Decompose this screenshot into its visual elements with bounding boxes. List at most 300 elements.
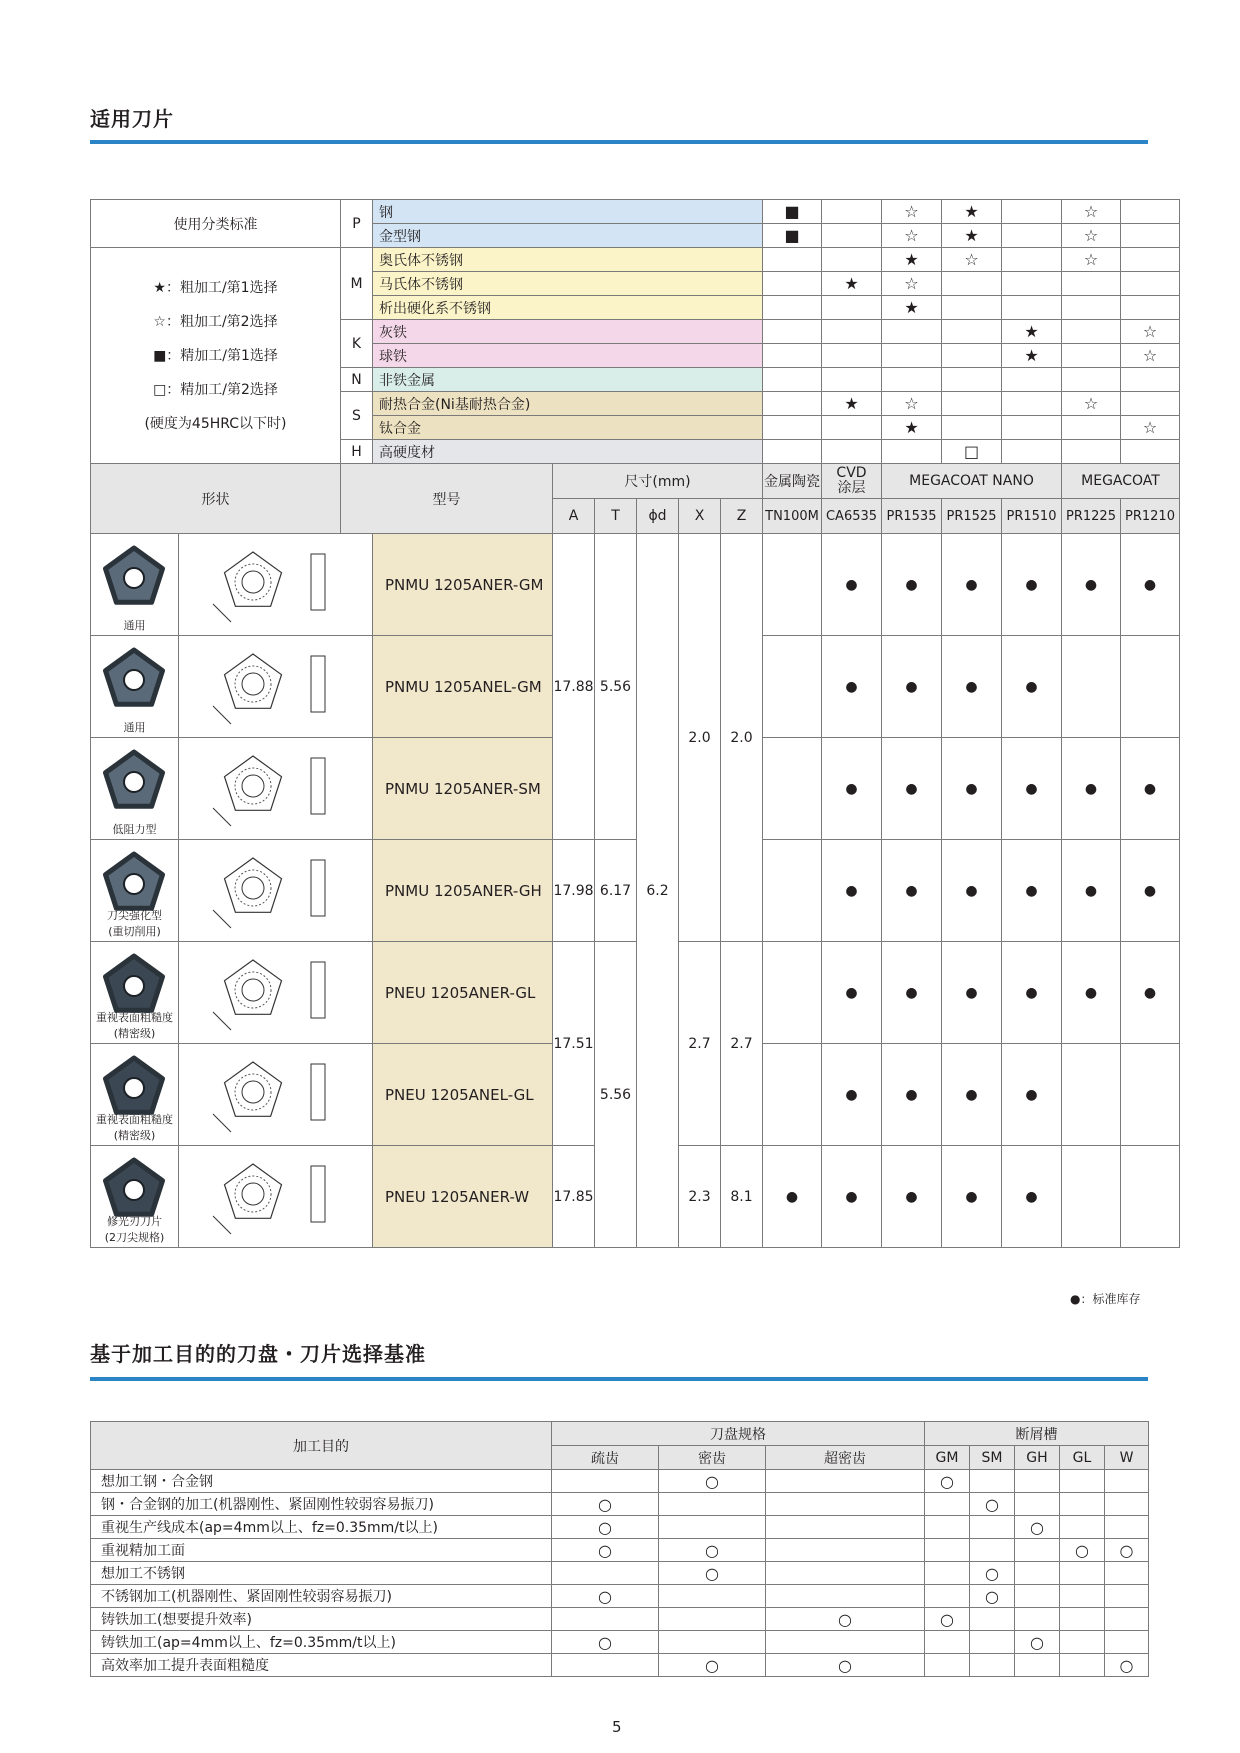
stock-dot: ●: [822, 942, 882, 1044]
grade-mark: ☆: [1121, 320, 1180, 344]
purpose-mark: [1060, 1470, 1105, 1493]
insert-photo-icon: [100, 1052, 168, 1120]
stock-dot: ●: [942, 1146, 1002, 1248]
grade-mark: [1121, 200, 1180, 224]
grade-col-header: PR1525: [942, 499, 1002, 534]
grade-col-header: CA6535: [822, 499, 882, 534]
purpose-mark: ○: [925, 1470, 970, 1493]
stock-dot: ●: [1002, 840, 1062, 942]
purpose-mark: [552, 1470, 659, 1493]
chipbreaker-header: 断屑槽: [925, 1422, 1149, 1446]
insert-caption: 通用: [123, 721, 146, 734]
insert-photo: [91, 1146, 179, 1248]
megacoat-header: MEGACOAT: [1062, 464, 1180, 499]
purpose-mark: [970, 1470, 1015, 1493]
insert-photo-icon: [100, 542, 168, 610]
purpose-mark: ○: [552, 1516, 659, 1539]
grade-mark: [1062, 440, 1121, 464]
stock-dot: ●: [882, 942, 942, 1044]
cermet-header: 金属陶瓷: [763, 464, 822, 499]
purpose-mark: [1105, 1608, 1149, 1631]
stock-dot: ●: [942, 534, 1002, 636]
nano-header: MEGACOAT NANO: [882, 464, 1062, 499]
grade-mark: [763, 320, 822, 344]
purpose-mark: ○: [970, 1493, 1015, 1516]
grade-mark: [1002, 200, 1062, 224]
purpose-row: [91, 1493, 1149, 1516]
purpose-label: 想加工不锈钢: [91, 1562, 552, 1585]
grade-mark: ☆: [1062, 392, 1121, 416]
dim-z: 2.0: [721, 534, 763, 942]
stock-dot: ●: [1002, 738, 1062, 840]
stock-dot: ●: [1002, 1146, 1062, 1248]
grade-mark: ★: [942, 224, 1002, 248]
insert-photo-icon: [100, 746, 168, 814]
breaker-col-header: GH: [1015, 1446, 1060, 1470]
grade-mark: [1002, 416, 1062, 440]
purpose-mark: [659, 1493, 766, 1516]
material-name: 析出硬化系不锈钢: [373, 296, 763, 320]
grade-mark: ☆: [1121, 344, 1180, 368]
material-name: 球铁: [373, 344, 763, 368]
grade-mark: [1062, 368, 1121, 392]
insert-caption: (精密级): [113, 1027, 156, 1040]
legend-line: ★：粗加工/第1选择: [153, 279, 278, 296]
grade-mark: [763, 416, 822, 440]
legend-line: □：精加工/第2选择: [153, 381, 278, 398]
dim-a: 17.85: [553, 1146, 595, 1248]
purpose-label: 铸铁加工(ap=4mm以上、fz=0.35mm/t以上): [91, 1631, 552, 1654]
purpose-mark: [1105, 1562, 1149, 1585]
stock-dot: ●: [822, 1044, 882, 1146]
stock-dot: ●: [1002, 942, 1062, 1044]
purpose-mark: ○: [552, 1493, 659, 1516]
grade-col-header: PR1225: [1062, 499, 1121, 534]
stock-dot: ●: [822, 1146, 882, 1248]
insert-drawing-icon: [201, 844, 351, 934]
purpose-mark: [1015, 1608, 1060, 1631]
purpose-mark: [1105, 1585, 1149, 1608]
purpose-mark: [970, 1631, 1015, 1654]
grade-mark: ☆: [882, 224, 942, 248]
insert-caption: 重视表面粗糙度: [96, 1011, 173, 1024]
legend-box: [91, 248, 341, 464]
stock-dot: ●: [942, 636, 1002, 738]
grade-mark: [1062, 344, 1121, 368]
grade-mark: [1121, 368, 1180, 392]
cvd-label: CVD: [836, 465, 867, 481]
grade-mark: [763, 248, 822, 272]
insert-photo: [91, 840, 179, 942]
grade-mark: [763, 344, 822, 368]
stock-dot: [1121, 1146, 1180, 1248]
purpose-mark: ○: [1060, 1539, 1105, 1562]
purpose-label: 想加工钢・合金钢: [91, 1470, 552, 1493]
dim-z: 8.1: [721, 1146, 763, 1248]
page-number: 5: [612, 1718, 622, 1736]
grade-mark: [1002, 392, 1062, 416]
insert-model: PNEU 1205ANER-W: [373, 1146, 553, 1248]
section-rule: [90, 140, 1148, 144]
cutter-col-header: 密齿: [659, 1446, 766, 1470]
stock-dot: [1121, 1044, 1180, 1146]
grade-mark: [763, 272, 822, 296]
iso-code: H: [341, 440, 373, 464]
dim-x: 2.3: [679, 1146, 721, 1248]
insert-model: PNMU 1205ANER-GH: [373, 840, 553, 942]
dim-a: 17.51: [553, 942, 595, 1146]
legend-line: ■：精加工/第1选择: [153, 347, 278, 364]
insert-caption: 通用: [123, 619, 146, 632]
purpose-label: 铸铁加工(想要提升效率): [91, 1608, 552, 1631]
insert-caption: (2刀尖规格): [104, 1231, 165, 1244]
grade-mark: [1121, 440, 1180, 464]
purpose-row: [91, 1585, 1149, 1608]
purpose-mark: [766, 1516, 925, 1539]
purpose-mark: [766, 1470, 925, 1493]
cvd-header: [822, 464, 882, 499]
grade-mark: [763, 368, 822, 392]
purpose-mark: [766, 1631, 925, 1654]
purpose-mark: ○: [970, 1585, 1015, 1608]
insert-row: [91, 942, 1180, 1044]
insert-table: [90, 199, 1180, 1248]
grade-mark: [942, 344, 1002, 368]
grade-mark: [942, 320, 1002, 344]
breaker-col-header: W: [1105, 1446, 1149, 1470]
stock-note: ●：标准库存: [1070, 1292, 1141, 1306]
purpose-mark: ○: [1015, 1516, 1060, 1539]
purpose-mark: [766, 1562, 925, 1585]
stock-dot: ●: [822, 840, 882, 942]
grade-mark: [1062, 272, 1121, 296]
purpose-mark: [925, 1654, 970, 1677]
purpose-mark: [1105, 1493, 1149, 1516]
purpose-label: 重视精加工面: [91, 1539, 552, 1562]
material-name: 钛合金: [373, 416, 763, 440]
legend-line: ☆：粗加工/第2选择: [153, 313, 278, 330]
stock-dot: ●: [882, 1146, 942, 1248]
dim-col-header: X: [679, 499, 721, 534]
grade-mark: [822, 224, 882, 248]
dim-col-header: Z: [721, 499, 763, 534]
grade-mark: [942, 416, 1002, 440]
stock-dot: [1062, 636, 1121, 738]
material-name: 灰铁: [373, 320, 763, 344]
grade-mark: ☆: [1062, 224, 1121, 248]
purpose-mark: [659, 1608, 766, 1631]
grade-mark: [882, 440, 942, 464]
stock-dot: [763, 636, 822, 738]
coat-label: 涂层: [837, 480, 866, 496]
insert-drawing: [179, 942, 373, 1044]
purpose-mark: ○: [659, 1562, 766, 1585]
purpose-mark: ○: [659, 1654, 766, 1677]
dim-a: 17.88: [553, 534, 595, 840]
material-name: 高硬度材: [373, 440, 763, 464]
grade-mark: □: [942, 440, 1002, 464]
dim-x: 2.0: [679, 534, 721, 942]
stock-dot: [763, 942, 822, 1044]
purpose-mark: ○: [659, 1470, 766, 1493]
grade-mark: [822, 248, 882, 272]
grade-mark: ★: [882, 248, 942, 272]
insert-drawing-icon: [201, 1048, 351, 1138]
purpose-mark: ○: [1105, 1654, 1149, 1677]
grade-mark: [1002, 296, 1062, 320]
insert-photo: [91, 942, 179, 1044]
dim-col-header: ϕd: [637, 499, 679, 534]
grade-mark: [822, 416, 882, 440]
purpose-mark: [925, 1539, 970, 1562]
purpose-mark: [970, 1539, 1015, 1562]
stock-dot: ●: [882, 636, 942, 738]
material-row: [91, 248, 1180, 272]
grade-mark: ☆: [1062, 248, 1121, 272]
grade-mark: ★: [882, 296, 942, 320]
purpose-mark: ○: [552, 1631, 659, 1654]
legend-line: (硬度为45HRC以下时): [144, 415, 287, 432]
purpose-mark: [1060, 1654, 1105, 1677]
stock-dot: ●: [763, 1146, 822, 1248]
insert-photo: [91, 738, 179, 840]
insert-model: PNEU 1205ANEL-GL: [373, 1044, 553, 1146]
cutter-col-header: 疏齿: [552, 1446, 659, 1470]
grade-mark: ★: [942, 200, 1002, 224]
section-title-purpose: 基于加工目的的刀盘・刀片选择基准: [90, 1342, 426, 1366]
breaker-col-header: GL: [1060, 1446, 1105, 1470]
grade-col-header: PR1510: [1002, 499, 1062, 534]
material-name: 奥氏体不锈钢: [373, 248, 763, 272]
grade-col-header: PR1535: [882, 499, 942, 534]
dim-phid: 6.2: [637, 534, 679, 1248]
stock-dot: ●: [942, 1044, 1002, 1146]
purpose-mark: [659, 1631, 766, 1654]
insert-photo: [91, 1044, 179, 1146]
insert-caption: (重切削用): [108, 925, 161, 938]
grade-mark: [1121, 248, 1180, 272]
insert-photo-icon: [100, 950, 168, 1018]
stock-dot: ●: [1121, 738, 1180, 840]
iso-code: N: [341, 368, 373, 392]
purpose-mark: ○: [970, 1562, 1015, 1585]
purpose-row: [91, 1470, 1149, 1493]
legend-header: 使用分类标准: [91, 200, 341, 248]
purpose-mark: [970, 1516, 1015, 1539]
material-name: 马氏体不锈钢: [373, 272, 763, 296]
purpose-mark: ○: [1105, 1539, 1149, 1562]
stock-dot: [1062, 1146, 1121, 1248]
dim-col-header: A: [553, 499, 595, 534]
purpose-mark: [659, 1516, 766, 1539]
purpose-mark: ○: [552, 1585, 659, 1608]
dims-header: 尺寸(mm): [553, 464, 763, 499]
material-name: 耐热合金(Ni基耐热合金): [373, 392, 763, 416]
grade-mark: ☆: [1062, 200, 1121, 224]
grade-mark: [822, 320, 882, 344]
purpose-mark: [925, 1516, 970, 1539]
grade-mark: [1002, 248, 1062, 272]
stock-dot: ●: [942, 738, 1002, 840]
purpose-header: 加工目的: [91, 1422, 552, 1470]
purpose-mark: [925, 1562, 970, 1585]
grade-mark: [1121, 272, 1180, 296]
stock-dot: ●: [1121, 942, 1180, 1044]
insert-drawing-icon: [201, 1150, 351, 1240]
insert-caption: (精密级): [113, 1129, 156, 1142]
purpose-mark: [1060, 1608, 1105, 1631]
grade-mark: [882, 344, 942, 368]
stock-dot: ●: [822, 636, 882, 738]
grade-mark: [942, 272, 1002, 296]
purpose-mark: [1015, 1539, 1060, 1562]
insert-drawing-icon: [201, 742, 351, 832]
purpose-mark: [1105, 1516, 1149, 1539]
stock-dot: [763, 840, 822, 942]
grade-mark: ■: [763, 224, 822, 248]
purpose-row: [91, 1654, 1149, 1677]
stock-dot: ●: [1121, 534, 1180, 636]
grade-mark: [882, 368, 942, 392]
stock-dot: ●: [882, 738, 942, 840]
insert-caption: 重视表面粗糙度: [96, 1113, 173, 1126]
grade-mark: [822, 440, 882, 464]
insert-photo: [91, 534, 179, 636]
insert-caption: 修光刃刀片: [107, 1215, 162, 1228]
breaker-col-header: GM: [925, 1446, 970, 1470]
grade-mark: ☆: [882, 200, 942, 224]
insert-drawing: [179, 1044, 373, 1146]
purpose-row: [91, 1516, 1149, 1539]
grade-mark: [1062, 416, 1121, 440]
purpose-mark: [1060, 1493, 1105, 1516]
stock-dot: ●: [1062, 942, 1121, 1044]
grade-mark: [942, 392, 1002, 416]
purpose-mark: [1105, 1631, 1149, 1654]
purpose-label: 高效率加工提升表面粗糙度: [91, 1654, 552, 1677]
stock-dot: ●: [1002, 636, 1062, 738]
purpose-mark: [552, 1562, 659, 1585]
purpose-mark: [1060, 1585, 1105, 1608]
purpose-mark: [1015, 1470, 1060, 1493]
purpose-mark: [766, 1493, 925, 1516]
shape-header: 形状: [91, 464, 341, 534]
grade-mark: [942, 296, 1002, 320]
grade-mark: ■: [763, 200, 822, 224]
stock-dot: ●: [882, 840, 942, 942]
dim-a: 17.98: [553, 840, 595, 942]
iso-code: K: [341, 320, 373, 368]
cutter-col-header: 超密齿: [766, 1446, 925, 1470]
purpose-mark: [970, 1608, 1015, 1631]
grade-col-header: PR1210: [1121, 499, 1180, 534]
material-name: 金型钢: [373, 224, 763, 248]
insert-caption: 刀尖强化型: [107, 909, 162, 922]
purpose-label: 不锈钢加工(机器刚性、紧固刚性较弱容易振刀): [91, 1585, 552, 1608]
stock-dot: ●: [882, 1044, 942, 1146]
insert-model: PNMU 1205ANER-SM: [373, 738, 553, 840]
grade-mark: ★: [882, 416, 942, 440]
stock-dot: ●: [1121, 840, 1180, 942]
dim-t: 5.56: [595, 534, 637, 840]
purpose-mark: [766, 1585, 925, 1608]
grade-mark: ★: [822, 392, 882, 416]
grade-mark: [882, 320, 942, 344]
section-rule-2: [90, 1377, 1148, 1381]
insert-model: PNMU 1205ANER-GM: [373, 534, 553, 636]
purpose-mark: ○: [1015, 1631, 1060, 1654]
insert-row: [91, 534, 1180, 636]
iso-code: P: [341, 200, 373, 248]
grade-mark: [1002, 272, 1062, 296]
insert-model: PNEU 1205ANER-GL: [373, 942, 553, 1044]
insert-drawing-icon: [201, 538, 351, 628]
purpose-table: [90, 1421, 1149, 1677]
purpose-row: [91, 1631, 1149, 1654]
grade-mark: [763, 440, 822, 464]
purpose-row: [91, 1608, 1149, 1631]
purpose-mark: [552, 1654, 659, 1677]
grade-mark: [1002, 224, 1062, 248]
purpose-mark: [925, 1493, 970, 1516]
grade-col-header: TN100M: [763, 499, 822, 534]
purpose-mark: ○: [659, 1539, 766, 1562]
purpose-mark: [1060, 1631, 1105, 1654]
purpose-mark: [970, 1654, 1015, 1677]
grade-mark: [763, 392, 822, 416]
grade-mark: ☆: [942, 248, 1002, 272]
grade-mark: ★: [1002, 320, 1062, 344]
material-row: [91, 200, 1180, 224]
grade-mark: [1002, 368, 1062, 392]
grade-mark: ☆: [882, 392, 942, 416]
purpose-mark: [1015, 1585, 1060, 1608]
grade-mark: ★: [1002, 344, 1062, 368]
stock-dot: ●: [822, 738, 882, 840]
grade-mark: [1121, 296, 1180, 320]
purpose-mark: [1015, 1562, 1060, 1585]
purpose-mark: [1105, 1470, 1149, 1493]
purpose-mark: ○: [766, 1608, 925, 1631]
breaker-col-header: SM: [970, 1446, 1015, 1470]
stock-dot: ●: [1062, 840, 1121, 942]
material-name: 钢: [373, 200, 763, 224]
stock-dot: ●: [1062, 738, 1121, 840]
grade-mark: ☆: [1121, 416, 1180, 440]
insert-drawing: [179, 636, 373, 738]
insert-drawing-icon: [201, 946, 351, 1036]
grade-mark: [763, 296, 822, 320]
insert-photo: [91, 636, 179, 738]
dim-t: 6.17: [595, 840, 637, 942]
grade-mark: [822, 296, 882, 320]
grade-mark: [1062, 320, 1121, 344]
stock-dot: ●: [822, 534, 882, 636]
grade-mark: [822, 344, 882, 368]
insert-drawing: [179, 840, 373, 942]
insert-model: PNMU 1205ANEL-GM: [373, 636, 553, 738]
stock-dot: ●: [942, 840, 1002, 942]
stock-dot: [1121, 636, 1180, 738]
stock-dot: ●: [942, 942, 1002, 1044]
insert-drawing: [179, 534, 373, 636]
stock-dot: ●: [1002, 1044, 1062, 1146]
grade-mark: [942, 368, 1002, 392]
grade-mark: [1121, 224, 1180, 248]
stock-dot: [763, 1044, 822, 1146]
purpose-mark: [1060, 1562, 1105, 1585]
model-header: 型号: [341, 464, 553, 534]
